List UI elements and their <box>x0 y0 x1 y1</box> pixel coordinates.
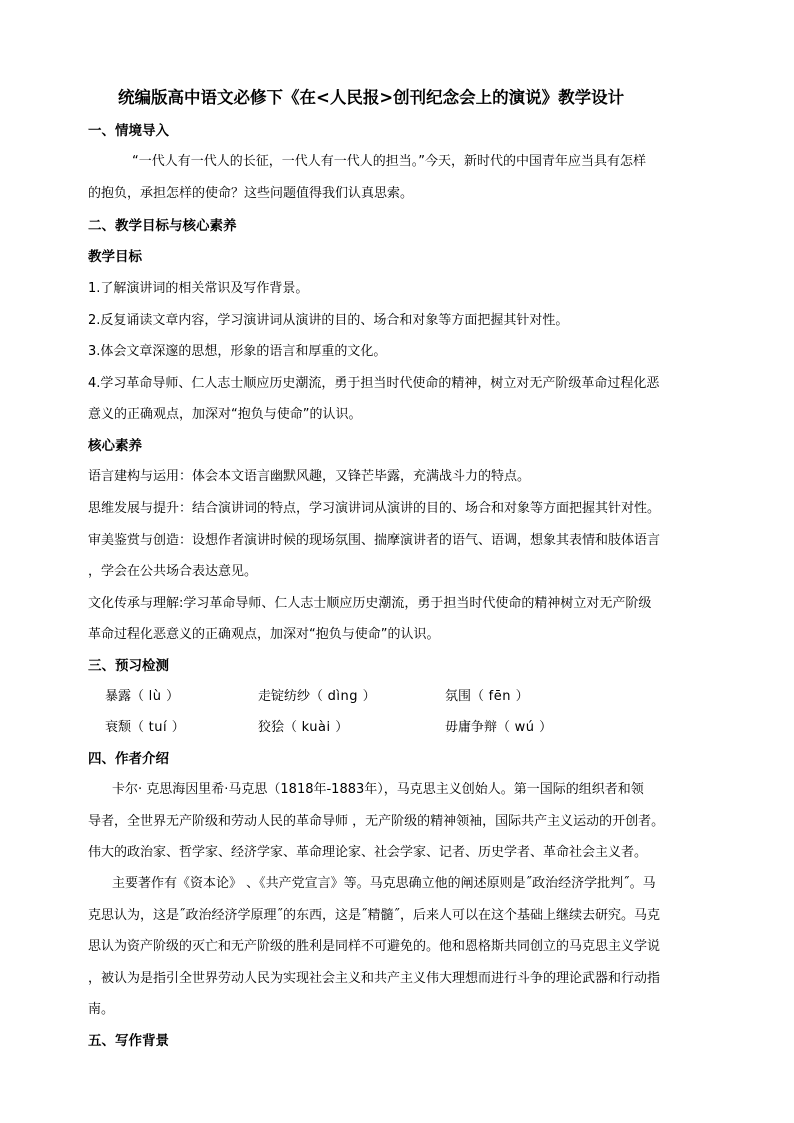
vocab-pinyin: tuí <box>144 720 172 735</box>
section-heading-goals: 二、教学目标与核心素养 <box>88 218 237 234</box>
goal-item-continued: 意义的正确观点，加深对“抱负与使命”的认识。 <box>88 407 362 422</box>
goal-item: 4.学习革命导师、仁人志士顺应历史潮流，勇于担当时代使命的精神，树立对无产阶级革命过程化恶 <box>88 376 660 391</box>
vocab-pinyin: fēn <box>484 689 516 704</box>
goal-item: 3.体会文章深邃的思想，形象的语言和厚重的文化。 <box>88 344 387 359</box>
vocab-close: ） <box>335 720 349 735</box>
subheading-core-literacy: 核心素养 <box>88 438 142 454</box>
vocab-close: ） <box>362 689 376 704</box>
subheading-teaching-goals: 教学目标 <box>88 249 142 265</box>
author-paragraph-line: 卡尔· 克思海因里希·马克思（1818年-1883年），马克思主义创始人。第一国际的组织者和领 <box>112 782 644 797</box>
document-title: 统编版高中语文必修下《在<人民报>创刊纪念会上的演说》教学设计 <box>118 88 625 107</box>
vocab-word: 氛围（ <box>445 689 485 704</box>
author-paragraph-line: 伟大的政治家、哲学家、经济学家、革命理论家、社会学家、记者、历史学者、革命社会主义者。 <box>88 845 648 860</box>
vocab-item <box>445 687 529 707</box>
author-paragraph-line: 思认为资产阶级的灭亡和无产阶级的胜利是同样不可避免的。他和恩格斯共同创立的马克思主义学说 <box>88 939 661 954</box>
section-heading-preview: 三、预习检测 <box>88 658 169 674</box>
vocab-close: ） <box>539 720 553 735</box>
vocab-item <box>445 718 552 738</box>
vocab-word: 毋庸争辩（ <box>445 720 511 735</box>
author-paragraph-line: 克思认为，这是˝政治经济学原理˝的东西，这是˝精髓˝，后来人可以在这个基础上继续去研究。马克 <box>88 908 661 923</box>
section-heading-intro: 一、情境导入 <box>88 123 169 139</box>
vocab-pinyin: kuài <box>297 720 336 735</box>
goal-item: 2.反复诵读文章内容，学习演讲词从演讲的目的、场合和对象等方面把握其针对性。 <box>88 313 569 328</box>
section-heading-background: 五、写作背景 <box>88 1033 169 1049</box>
vocab-word: 狡狯（ <box>258 720 298 735</box>
vocab-word: 衰颓（ <box>105 720 145 735</box>
vocab-item <box>258 687 376 707</box>
vocab-item <box>258 718 348 738</box>
vocab-word: 暴露（ <box>105 689 145 704</box>
author-paragraph-line: ，被认为是指引全世界劳动人民为实现社会主义和共产主义伟大理想而进行斗争的理论武器和行动指 <box>88 971 661 986</box>
vocab-close: ） <box>171 720 185 735</box>
intro-paragraph-line: 的抱负，承担怎样的使命？这些问题值得我们认真思索。 <box>88 186 414 201</box>
core-item: 思维发展与提升：结合演讲词的特点，学习演讲词从演讲的目的、场合和对象等方面把握其针对性。 <box>88 501 661 516</box>
vocab-pinyin: wú <box>510 720 540 735</box>
section-heading-author: 四、作者介绍 <box>88 751 169 767</box>
author-paragraph-line: 主要著作有《资本论》 、《共产党宣言》等。马克思确立他的阐述原则是˝政治经济学批判˝。马 <box>112 876 656 891</box>
author-paragraph-line: 南。 <box>88 1002 115 1017</box>
author-paragraph-line: 导者，全世界无产阶级和劳动人民的革命导师 ，无产阶级的精神领袖，国际共产主义运动的开创者。 <box>88 814 665 829</box>
intro-paragraph-line: “一代人有一代人的长征，一代人有一代人的担当。”今天，新时代的中国青年应当具有怎样 <box>132 154 646 169</box>
core-item-continued: 革命过程化恶意义的正确观点，加深对“抱负与使命”的认识。 <box>88 627 440 642</box>
vocab-close: ） <box>515 689 529 704</box>
core-item: 审美鉴赏与创造：设想作者演讲时候的现场氛围、揣摩演讲者的语气、语调，想象其表情和肢体语言 <box>88 533 661 548</box>
core-item: 语言建构与运用：体会本文语言幽默风趣，又锋芒毕露，充满战斗力的特点。 <box>88 469 531 484</box>
vocab-close: ） <box>166 689 180 704</box>
core-item-continued: ，学会在公共场合表达意见。 <box>88 564 258 579</box>
vocab-item <box>105 687 179 707</box>
goal-item: 1.了解演讲词的相关常识及写作背景。 <box>88 281 309 296</box>
core-item: 文化传承与理解:学习革命导师、仁人志士顺应历史潮流，勇于担当时代使命的精神树立对无产阶级 <box>88 596 652 611</box>
vocab-pinyin: dìng <box>323 689 363 704</box>
vocab-pinyin: lù <box>144 689 167 704</box>
vocab-item <box>105 718 185 738</box>
vocab-word: 走锭纺纱（ <box>258 689 324 704</box>
